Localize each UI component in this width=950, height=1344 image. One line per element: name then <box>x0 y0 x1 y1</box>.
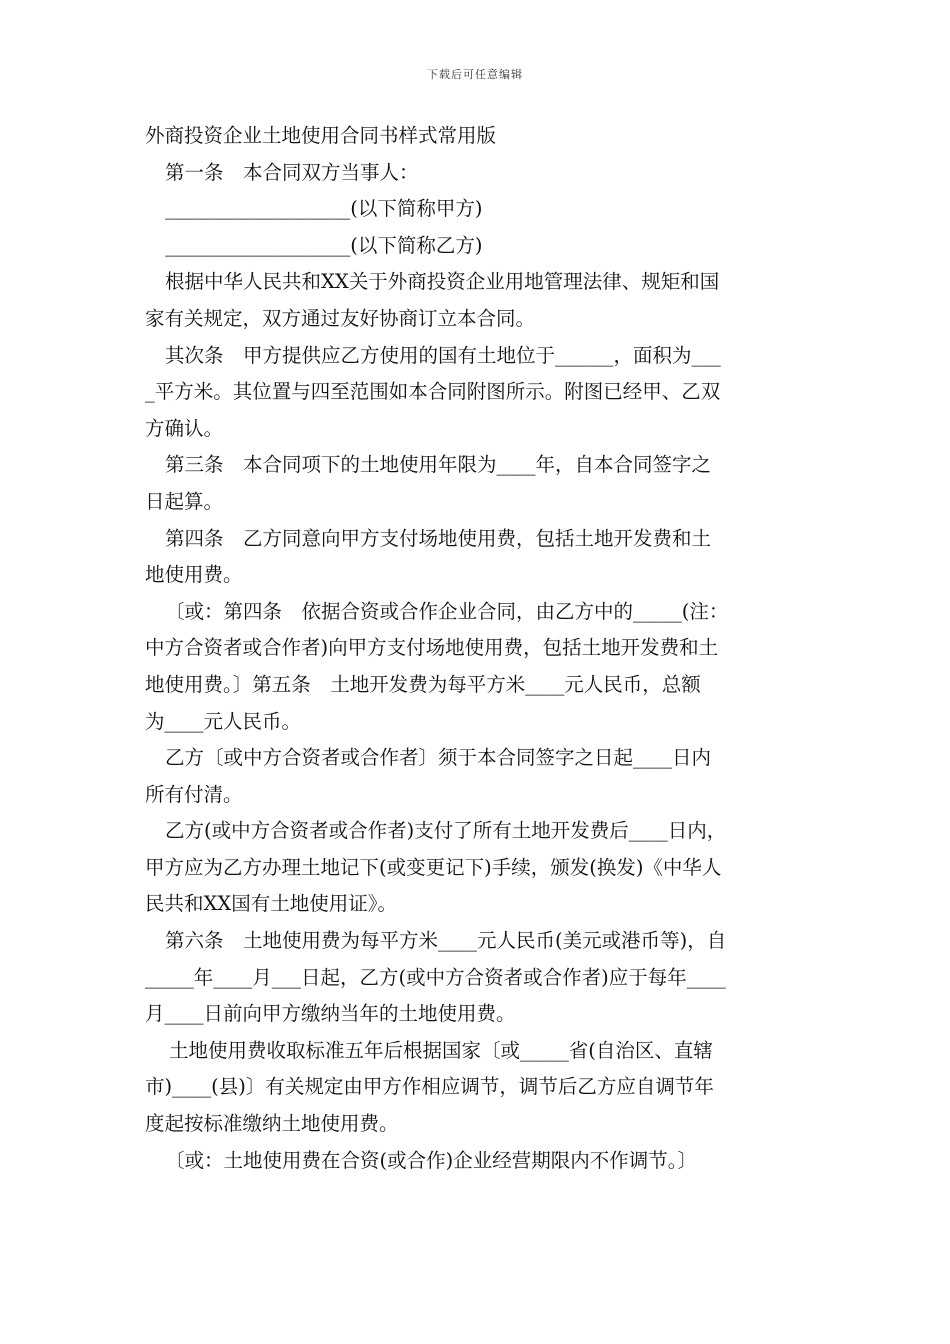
paragraph-line: 中方合资者或合作者)向甲方支付场地使用费，包括土地开发费和土 <box>145 636 719 660</box>
paragraph-line: 日起算。 <box>145 489 224 513</box>
party-b-line: ___________________(以下简称乙方) <box>165 233 483 257</box>
paragraph-line: 所有付清。 <box>145 782 243 806</box>
article-1-heading: 第一条 本合同双方当事人： <box>165 160 419 184</box>
paragraph-line: 方确认。 <box>145 416 224 440</box>
paragraph-line: 〔或：第四条 依据合资或合作企业合同，由乙方中的_____(注： <box>165 599 729 623</box>
paragraph-line: 其次条 甲方提供应乙方使用的国有土地位于______，面积为___ <box>165 343 721 367</box>
paragraph-line: 土地使用费收取标准五年后根据国家〔或_____省(自治区、直辖 <box>169 1038 713 1062</box>
document-body <box>145 118 810 1179</box>
document-title: 外商投资企业土地使用合同书样式常用版 <box>145 124 497 147</box>
paragraph-line: 第四条 乙方同意向甲方支付场地使用费，包括土地开发费和土 <box>165 526 712 550</box>
paragraph-line: 甲方应为乙方办理土地记下(或变更记下)手续，颁发(换发)《中华人 <box>145 855 722 879</box>
paragraph-line: _平方米。其位置与四至范围如本合同附图所示。附图已经甲、乙双 <box>145 380 721 404</box>
paragraph-line: 家有关规定，双方通过友好协商订立本合同。 <box>145 306 536 330</box>
paragraph-line: _____年____月___日起，乙方(或中方合资者或合作者)应于每年____ <box>145 965 726 989</box>
paragraph-line: 根据中华人民共和XX关于外商投资企业用地管理法律、规矩和国 <box>165 270 720 294</box>
paragraph-line: 地使用费。 <box>145 563 243 587</box>
paragraph-line: 乙方〔或中方合资者或合作者〕须于本合同签字之日起____日内 <box>165 746 712 770</box>
party-a-line: ___________________(以下简称甲方) <box>165 197 483 221</box>
paragraph-line: 民共和XX国有土地使用证》。 <box>145 892 398 916</box>
page-header: 下载后可任意编辑 <box>427 68 523 81</box>
paragraph-line: 度起按标准缴纳土地使用费。 <box>145 1112 399 1136</box>
paragraph-line: 月____日前向甲方缴纳当年的土地使用费。 <box>145 1002 516 1026</box>
paragraph-line: 地使用费。〕第五条 土地开发费为每平方米____元人民币，总额 <box>145 672 701 696</box>
paragraph-line: 乙方(或中方合资者或合作者)支付了所有土地开发费后____日内， <box>165 819 727 843</box>
paragraph-line: 第三条 本合同项下的土地使用年限为____年，自本合同签字之 <box>165 453 712 477</box>
paragraph-line: 第六条 土地使用费为每平方米____元人民币(美元或港币等)，自 <box>165 929 727 953</box>
paragraph-line: 市)____(县)〕有关规定由甲方作相应调节，调节后乙方应自调节年 <box>145 1075 714 1099</box>
paragraph-line: 〔或：土地使用费在合资(或合作)企业经营期限内不作调节。〕 <box>165 1148 697 1172</box>
paragraph-line: 为____元人民币。 <box>145 709 302 733</box>
